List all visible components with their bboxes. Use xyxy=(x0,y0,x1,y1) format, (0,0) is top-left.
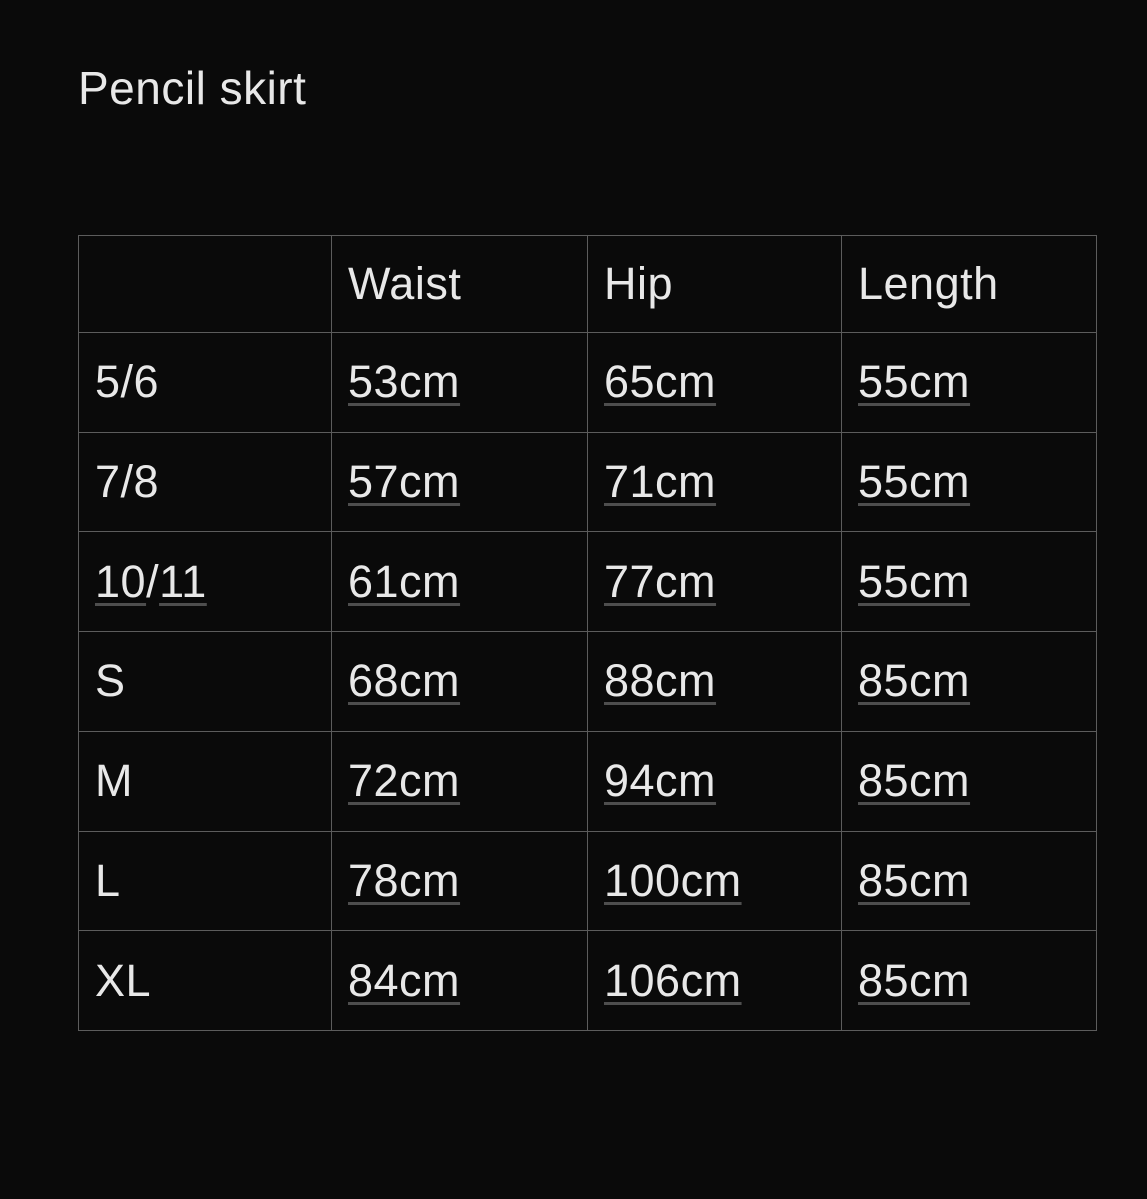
waist-value-cell xyxy=(332,831,588,931)
length-value-link[interactable]: 55cm xyxy=(858,356,971,408)
waist-value-link[interactable]: 68cm xyxy=(348,655,461,707)
table-row-l xyxy=(79,831,1097,931)
hip-value-link[interactable]: 100cm xyxy=(604,854,742,906)
size-label xyxy=(79,432,332,532)
hip-value-cell xyxy=(588,931,842,1031)
hip-value-link[interactable]: 106cm xyxy=(604,954,742,1006)
table-row-m xyxy=(79,731,1097,831)
waist-value-link[interactable]: 57cm xyxy=(348,456,461,508)
column-header-waist: Waist xyxy=(332,236,588,333)
size-label xyxy=(79,931,332,1031)
waist-value-cell xyxy=(332,432,588,532)
size-text: L xyxy=(95,854,121,906)
size-text: 7/8 xyxy=(95,456,160,508)
waist-value-link[interactable]: 78cm xyxy=(348,854,461,906)
table-row-10-11 xyxy=(79,532,1097,632)
waist-value-link[interactable]: 84cm xyxy=(348,954,461,1006)
table-row-5-6 xyxy=(79,333,1097,433)
length-value-cell xyxy=(842,931,1097,1031)
size-text: XL xyxy=(95,954,152,1006)
waist-value-link[interactable]: 61cm xyxy=(348,555,461,607)
table-row-xl xyxy=(79,931,1097,1031)
waist-value-cell xyxy=(332,931,588,1031)
hip-value-cell xyxy=(588,731,842,831)
hip-value-link[interactable]: 65cm xyxy=(604,356,717,408)
size-label xyxy=(79,632,332,732)
length-value-cell xyxy=(842,831,1097,931)
length-value-cell xyxy=(842,731,1097,831)
hip-value-cell xyxy=(588,831,842,931)
size-label xyxy=(79,333,332,433)
size-link[interactable]: 11 xyxy=(159,555,207,607)
size-text: S xyxy=(95,655,126,707)
length-value-cell xyxy=(842,532,1097,632)
hip-value-link[interactable]: 88cm xyxy=(604,655,717,707)
column-header-size xyxy=(79,236,332,333)
size-text: 5/6 xyxy=(95,356,160,408)
table-row-s xyxy=(79,632,1097,732)
size-label xyxy=(79,731,332,831)
length-value-cell xyxy=(842,632,1097,732)
size-label xyxy=(79,831,332,931)
hip-value-cell xyxy=(588,432,842,532)
table-row-7-8 xyxy=(79,432,1097,532)
table-header-row xyxy=(79,236,1097,333)
waist-value-cell xyxy=(332,632,588,732)
hip-value-link[interactable]: 94cm xyxy=(604,755,717,807)
waist-value-cell xyxy=(332,731,588,831)
length-value-link[interactable]: 85cm xyxy=(858,655,971,707)
length-value-link[interactable]: 55cm xyxy=(858,555,971,607)
length-value-link[interactable]: 85cm xyxy=(858,854,971,906)
length-value-cell xyxy=(842,333,1097,433)
page-title: Pencil skirt xyxy=(78,62,307,114)
hip-value-link[interactable]: 77cm xyxy=(604,555,717,607)
column-header-hip: Hip xyxy=(588,236,842,333)
length-value-cell xyxy=(842,432,1097,532)
length-value-link[interactable]: 85cm xyxy=(858,954,971,1006)
waist-value-cell xyxy=(332,532,588,632)
size-separator: / xyxy=(146,555,160,607)
waist-value-link[interactable]: 53cm xyxy=(348,356,461,408)
hip-value-cell xyxy=(588,333,842,433)
column-header-length: Length xyxy=(842,236,1097,333)
hip-value-link[interactable]: 71cm xyxy=(604,456,717,508)
waist-value-link[interactable]: 72cm xyxy=(348,755,461,807)
size-text: M xyxy=(95,755,133,807)
length-value-link[interactable]: 85cm xyxy=(858,755,971,807)
hip-value-cell xyxy=(588,632,842,732)
size-label xyxy=(79,532,332,632)
hip-value-cell xyxy=(588,532,842,632)
size-chart-table xyxy=(78,235,1097,1031)
size-link[interactable]: 10 xyxy=(95,555,147,607)
waist-value-cell xyxy=(332,333,588,433)
length-value-link[interactable]: 55cm xyxy=(858,456,971,508)
